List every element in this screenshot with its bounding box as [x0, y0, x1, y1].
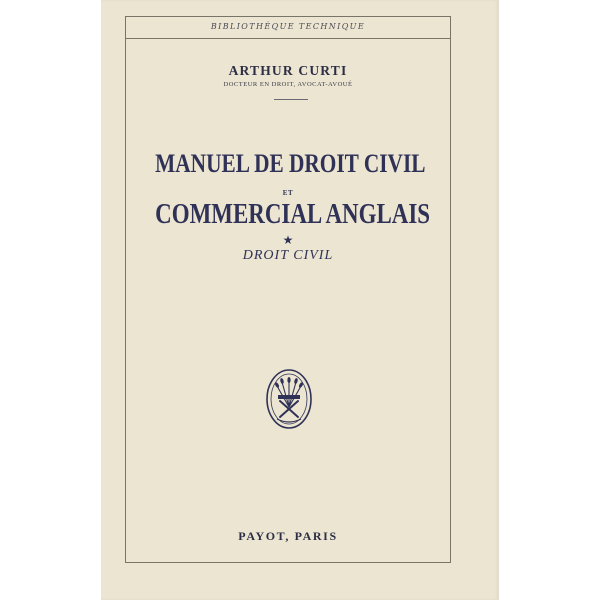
volume-subtitle: DROIT CIVIL [242, 248, 334, 263]
publisher-name: PAYOT, PARIS [238, 529, 338, 543]
series-name: BIBLIOTHÈQUE TECHNIQUE [210, 22, 366, 31]
title-line-1: MANUEL DE DROIT CIVIL [155, 149, 426, 178]
series-divider [126, 38, 450, 39]
publisher-emblem-icon [264, 367, 314, 431]
author-name: ARTHUR CURTI [228, 63, 348, 78]
author-credentials: DOCTEUR EN DROIT, AVOCAT-AVOUÉ [223, 81, 353, 88]
title-line-2: COMMERCIAL ANGLAIS [155, 199, 431, 230]
author-divider [274, 99, 308, 100]
cover-border-frame [125, 16, 451, 563]
volume-star-icon: ★ [282, 233, 294, 247]
title-conjunction: ET [282, 189, 294, 197]
book-cover [101, 0, 499, 600]
